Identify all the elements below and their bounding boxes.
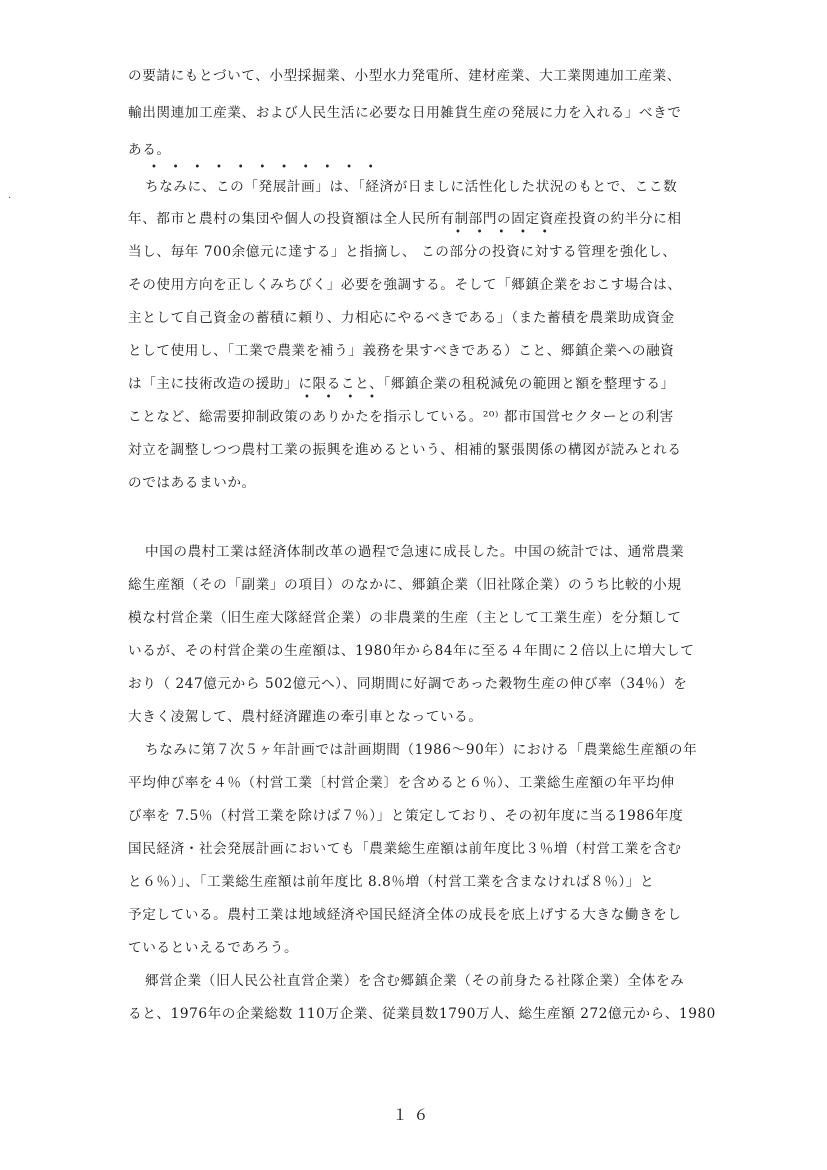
text-line: ているといえるであろう。 — [128, 940, 299, 956]
text-line: ある。 — [128, 142, 171, 158]
text-line: 輸出関連加工産業、および人民生活に必要な日用雑貨生産の発展に力を入れる」べきで — [128, 105, 682, 121]
text-line: は「主に技術改造の援助」に限ること、「郷鎮企業の租税減免の範囲と額を整理する」 — [128, 376, 675, 392]
text-line: その使用方向を正しくみちびく」必要を強調する。そして「郷鎮企業をおこす場合は、 — [128, 277, 682, 293]
text-line: 予定している。農村工業は地域経済や国民経済全体の成長を底上げする大きな働きをし — [128, 907, 682, 923]
text-line: 模な村営企業（旧生産大隊経営企業）の非農業的生産（主として工業生産）を分類して — [128, 610, 682, 626]
text-line: 大きく凌駕して、農村経済躍進の牽引車となっている。 — [128, 709, 483, 725]
page-number: １６ — [392, 1106, 435, 1124]
text-line: として使用し、「工業で農業を補う」義務を果すべきである）こと、郷鎮企業への融資 — [128, 343, 675, 359]
text-line: 国民経済・社会発展計画においても「農業総生産額は前年度比３％増（村営工業を含む — [128, 841, 682, 857]
emphasis-dots: • • • • • • • • • • • — [151, 162, 380, 173]
text-line: 主として自己資金の蓄積に頼り、力相応にやるべきである」（また蓄積を農業助成資金 — [128, 310, 675, 326]
text-line: おり（ 247億元から 502億元へ）、同期間に好調であった穀物生産の伸び率（34％）を — [128, 676, 688, 692]
emphasis-dots: • • • • • — [455, 227, 554, 238]
text-line: のではあるまいか。 — [128, 475, 256, 491]
text-line: 中国の農村工業は経済体制改革の過程で急速に成長した。中国の統計では、通常農業 — [145, 544, 685, 560]
text-line: ちなみに、この「発展計画」は、「経済が日ましに活性化した状況のもとで、ここ数 — [145, 179, 678, 195]
text-line: の要請にもとづいて、小型採掘業、小型水力発電所、建材産業、大工業関連加工産業、 — [128, 68, 682, 84]
text-line: と６％）」、「工業総生産額は前年度比 8.8％増（村営工業を含まなければ８％）」と — [128, 874, 655, 890]
text-line: 対立を調整しつつ農村工業の振興を進めるという、相補的緊張関係の構図が読みとれる — [128, 442, 682, 458]
text-line: 当し、毎年 700余億元に達する」と指摘し、 この部分の投資に対する管理を強化し、 — [128, 244, 677, 260]
text-line: ことなど、総需要抑制政策のありかたを指示している。²⁰⁾ 都市国営セクターとの利害 — [128, 409, 674, 425]
text-line: ちなみに第７次５ヶ年計画では計画期間（1986～90年）における「農業総生産額の年 — [145, 742, 698, 758]
text-line: び率を 7.5％（村営工業を除けば７％）」と策定しており、その初年度に当る1986年度 — [128, 808, 684, 824]
text-line: 平均伸び率を４％（村営工業〔村営企業〕を含めると６％）、工業総生産額の年平均伸 — [128, 775, 675, 791]
text-line: いるが、その村営企業の生産額は、1980年から84年に至る４年間に２倍以上に増大して — [128, 643, 695, 659]
text-line: 総生産額（その「副業」の項目）のなかに、郷鎮企業（旧社隊企業）のうち比較的小規 — [128, 577, 682, 593]
margin-mark: · — [8, 193, 12, 204]
emphasis-dots: • • • • — [304, 392, 382, 403]
text-line: ると、1976年の企業総数 110万企業、従業員数1790万人、総生産額 272億元から、1980 — [128, 1006, 716, 1022]
text-line: 年、都市と農村の集団や個人の投資額は全人民所有制部門の固定資産投資の約半分に相 — [128, 211, 682, 227]
text-line: 郷営企業（旧人民公社直営企業）を含む郷鎮企業（その前身たる社隊企業）全体をみ — [145, 973, 685, 989]
